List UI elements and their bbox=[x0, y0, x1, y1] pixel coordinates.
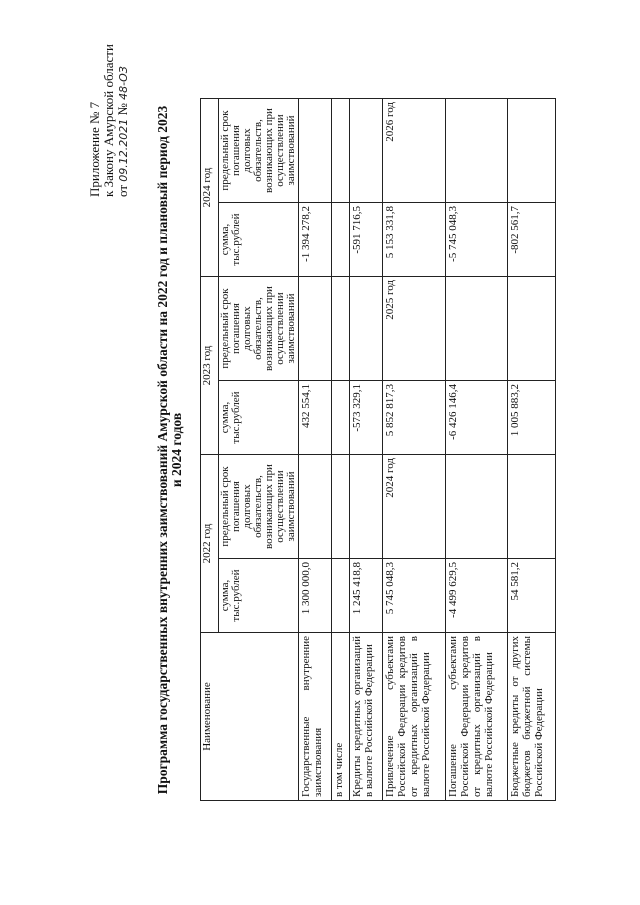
appendix-line-1: Приложение № 7 bbox=[87, 101, 102, 197]
header-year-2022: 2022 год bbox=[201, 455, 219, 633]
sum-2022-cell: 1 245 418,8 bbox=[350, 559, 383, 633]
appendix-date-prefix: от bbox=[115, 184, 130, 197]
sum-2023-cell: -6 426 146,4 bbox=[445, 381, 507, 455]
term-2023-cell bbox=[508, 277, 556, 381]
appendix-number-sign: № bbox=[115, 103, 130, 116]
header-term-2022: предельный срок погашения долговых обязательств, возникающих при осуществлении заимствований bbox=[219, 455, 299, 559]
term-2024-cell bbox=[445, 99, 507, 203]
row-name-cell: Привлечение субъектами Российской Федерации кредитов от кредитных организаций в валюте Российской Федерации bbox=[383, 633, 445, 801]
term-2023-cell bbox=[350, 277, 383, 381]
term-2022-cell bbox=[508, 455, 556, 559]
sum-2023-cell: 1 005 883,2 bbox=[508, 381, 556, 455]
term-2022-cell bbox=[445, 455, 507, 559]
term-2024-cell bbox=[508, 99, 556, 203]
header-term-2024: предельный срок погашения долговых обязательств, возникающих при осуществлении заимствований bbox=[219, 99, 299, 203]
header-name: Наименование bbox=[201, 633, 299, 801]
sum-2024-cell: 5 153 331,8 bbox=[383, 203, 445, 277]
sum-2022-cell: 54 581,2 bbox=[508, 559, 556, 633]
title-line-1: Программа государственных внутренних заимствований Амурской области на 2022 год и плановый период 2023 bbox=[155, 105, 170, 795]
sum-2022-cell: 1 300 000,0 bbox=[299, 559, 332, 633]
sum-2023-cell: 5 852 817,3 bbox=[383, 381, 445, 455]
header-sum-2024: сумма, тыс.рублей bbox=[219, 203, 299, 277]
table-row bbox=[508, 99, 556, 801]
header-row-years bbox=[201, 99, 219, 801]
row-name-cell: Бюджетные кредиты от других бюджетов бюджетной системы Российской Федерации bbox=[508, 633, 556, 801]
sum-2022-cell bbox=[332, 559, 350, 633]
term-2022-cell bbox=[332, 455, 350, 559]
borrowing-program-table bbox=[200, 98, 556, 801]
sum-2023-cell: -573 329,1 bbox=[350, 381, 383, 455]
header-year-2023: 2023 год bbox=[201, 277, 219, 455]
header-sum-2022: сумма, тыс.рублей bbox=[219, 559, 299, 633]
sum-2024-cell: -1 394 278,2 bbox=[299, 203, 332, 277]
row-name-cell: в том числе bbox=[332, 633, 350, 801]
term-2022-cell bbox=[350, 455, 383, 559]
row-name-cell: Погашение субъектами Российской Федерации кредитов от кредитных организаций в валюте Российской Федерации bbox=[445, 633, 507, 801]
appendix-date: 09.12.2021 bbox=[117, 118, 130, 182]
term-2023-cell: 2025 год bbox=[383, 277, 445, 381]
sum-2022-cell: -4 499 629,5 bbox=[445, 559, 507, 633]
sum-2023-cell: 432 554,1 bbox=[299, 381, 332, 455]
appendix-number: 48-ОЗ bbox=[117, 66, 130, 100]
sum-2024-cell: -802 561,7 bbox=[508, 203, 556, 277]
header-sum-2023: сумма, тыс.рублей bbox=[219, 381, 299, 455]
table-row bbox=[383, 99, 445, 801]
sum-2022-cell: 5 745 048,3 bbox=[383, 559, 445, 633]
row-name-cell: Кредиты кредитных организаций в валюте Российской Федерации bbox=[350, 633, 383, 801]
table-row bbox=[299, 99, 332, 801]
sum-2024-cell: -5 745 048,3 bbox=[445, 203, 507, 277]
table-row bbox=[350, 99, 383, 801]
term-2022-cell: 2024 год bbox=[383, 455, 445, 559]
term-2023-cell bbox=[445, 277, 507, 381]
term-2024-cell bbox=[350, 99, 383, 203]
header-year-2024: 2024 год bbox=[201, 99, 219, 277]
term-2022-cell bbox=[299, 455, 332, 559]
term-2023-cell bbox=[299, 277, 332, 381]
appendix-note bbox=[88, 17, 131, 197]
appendix-line-2: к Закону Амурской области bbox=[101, 44, 116, 197]
appendix-line-3 bbox=[116, 17, 131, 197]
header-term-2023: предельный срок погашения долговых обязательств, возникающих при осуществлении заимствований bbox=[219, 277, 299, 381]
sum-2023-cell bbox=[332, 381, 350, 455]
row-name-cell: Государственные внутренние заимствования bbox=[299, 633, 332, 801]
document-title bbox=[156, 105, 184, 795]
term-2024-cell bbox=[332, 99, 350, 203]
table-row bbox=[445, 99, 507, 801]
table-body bbox=[299, 99, 556, 801]
term-2024-cell: 2026 год bbox=[383, 99, 445, 203]
term-2023-cell bbox=[332, 277, 350, 381]
sum-2024-cell: -591 716,5 bbox=[350, 203, 383, 277]
title-line-2: и 2024 годов bbox=[169, 412, 184, 488]
term-2024-cell bbox=[299, 99, 332, 203]
sum-2024-cell bbox=[332, 203, 350, 277]
table-row bbox=[332, 99, 350, 801]
